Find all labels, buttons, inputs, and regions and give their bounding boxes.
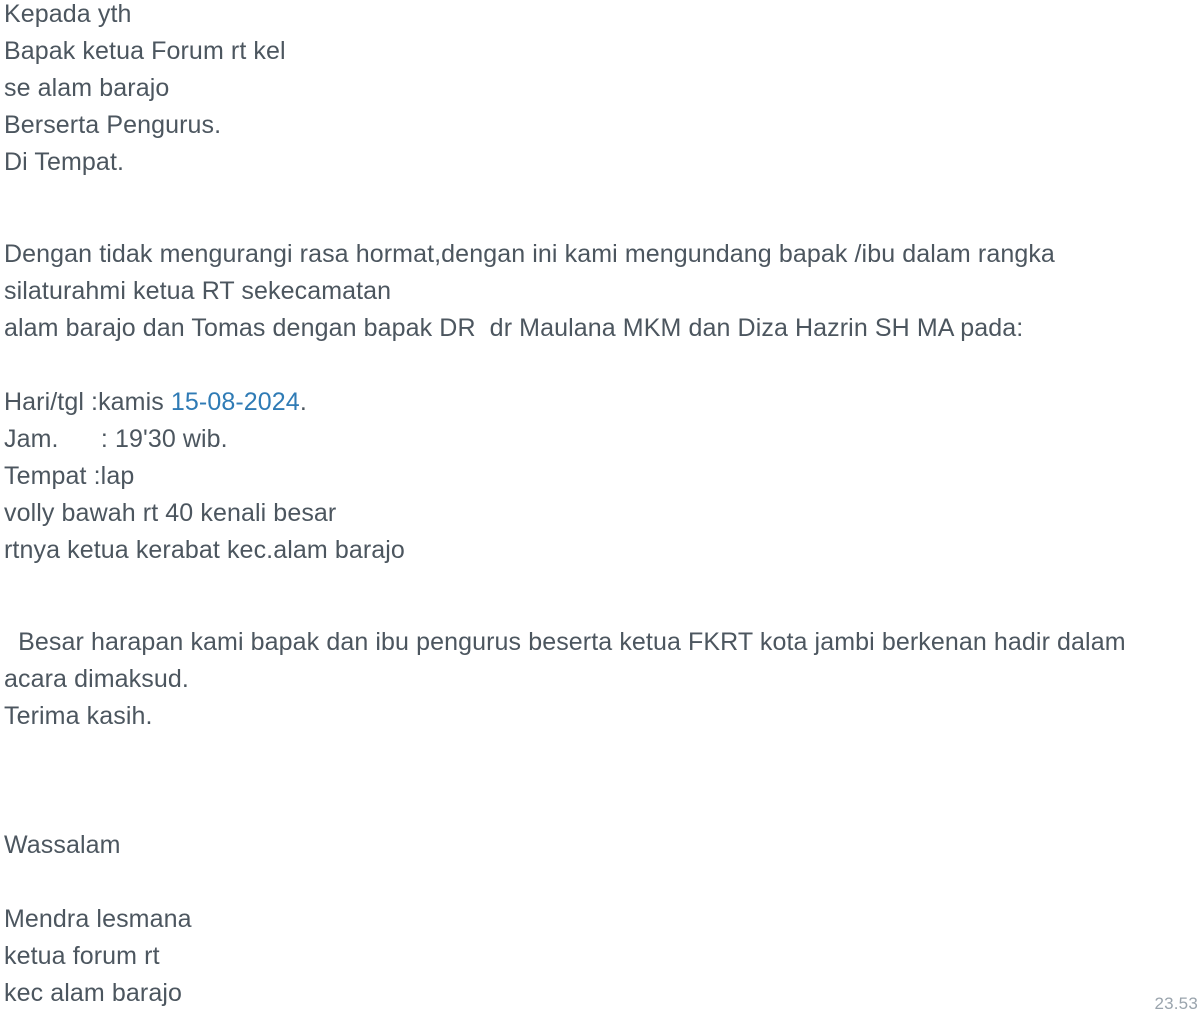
spacer-4 [4,735,1194,772]
greeting-line-5: Di Tempat. [4,148,125,176]
message-text-body [4,0,1194,1012]
detail-place-line: Tempat :lap [4,462,135,490]
message-timestamp: 23.53 [1154,994,1198,1013]
spacer-3 [4,569,1194,606]
spacer-2 [4,347,1194,384]
date-link[interactable]: 15-08-2024 [170,388,300,416]
detail-date-label: Hari/tgl :kamis [4,388,171,416]
closing-line-2: acara dimaksud. [4,665,189,693]
signoff-line: Wassalam [4,831,121,859]
greeting-line-1: Kepada yth [4,0,132,28]
intro-line-2: silaturahmi ketua RT sekecamatan [4,277,392,305]
intro-line-1: Dengan tidak mengurangi rasa hormat,dengan ini kami mengundang bapak /ibu dalam rangka [4,240,1055,268]
detail-time-line: Jam. : 19'30 wib. [4,425,228,453]
greeting-line-3: se alam barajo [4,74,170,102]
detail-date-line [4,384,1194,421]
spacer-6 [4,864,1194,901]
detail-date-suffix: . [299,388,307,416]
sender-line-1: Mendra lesmana [4,905,192,933]
spacer-5b [4,809,1194,827]
spacer-1b [4,218,1194,236]
greeting-line-4: Berserta Pengurus. [4,111,222,139]
closing-line-3: Terima kasih. [4,702,153,730]
spacer-5 [4,772,1194,809]
intro-line-3: alam barajo dan Tomas dengan bapak DR dr Maulana MKM dan Diza Hazrin SH MA pada: [4,314,1024,342]
closing-line-1: Besar harapan kami bapak dan ibu pengurus beserta ketua FKRT kota jambi berkenan hadir dalam [4,628,1126,656]
detail-place-line-2: volly bawah rt 40 kenali besar [4,499,337,527]
sender-line-3: kec alam barajo [4,979,182,1007]
detail-place-line-3: rtnya ketua kerabat kec.alam barajo [4,536,405,564]
sender-line-2: ketua forum rt [4,942,160,970]
spacer-1 [4,181,1194,218]
spacer-3b [4,606,1194,624]
greeting-line-2: Bapak ketua Forum rt kel [4,37,286,65]
